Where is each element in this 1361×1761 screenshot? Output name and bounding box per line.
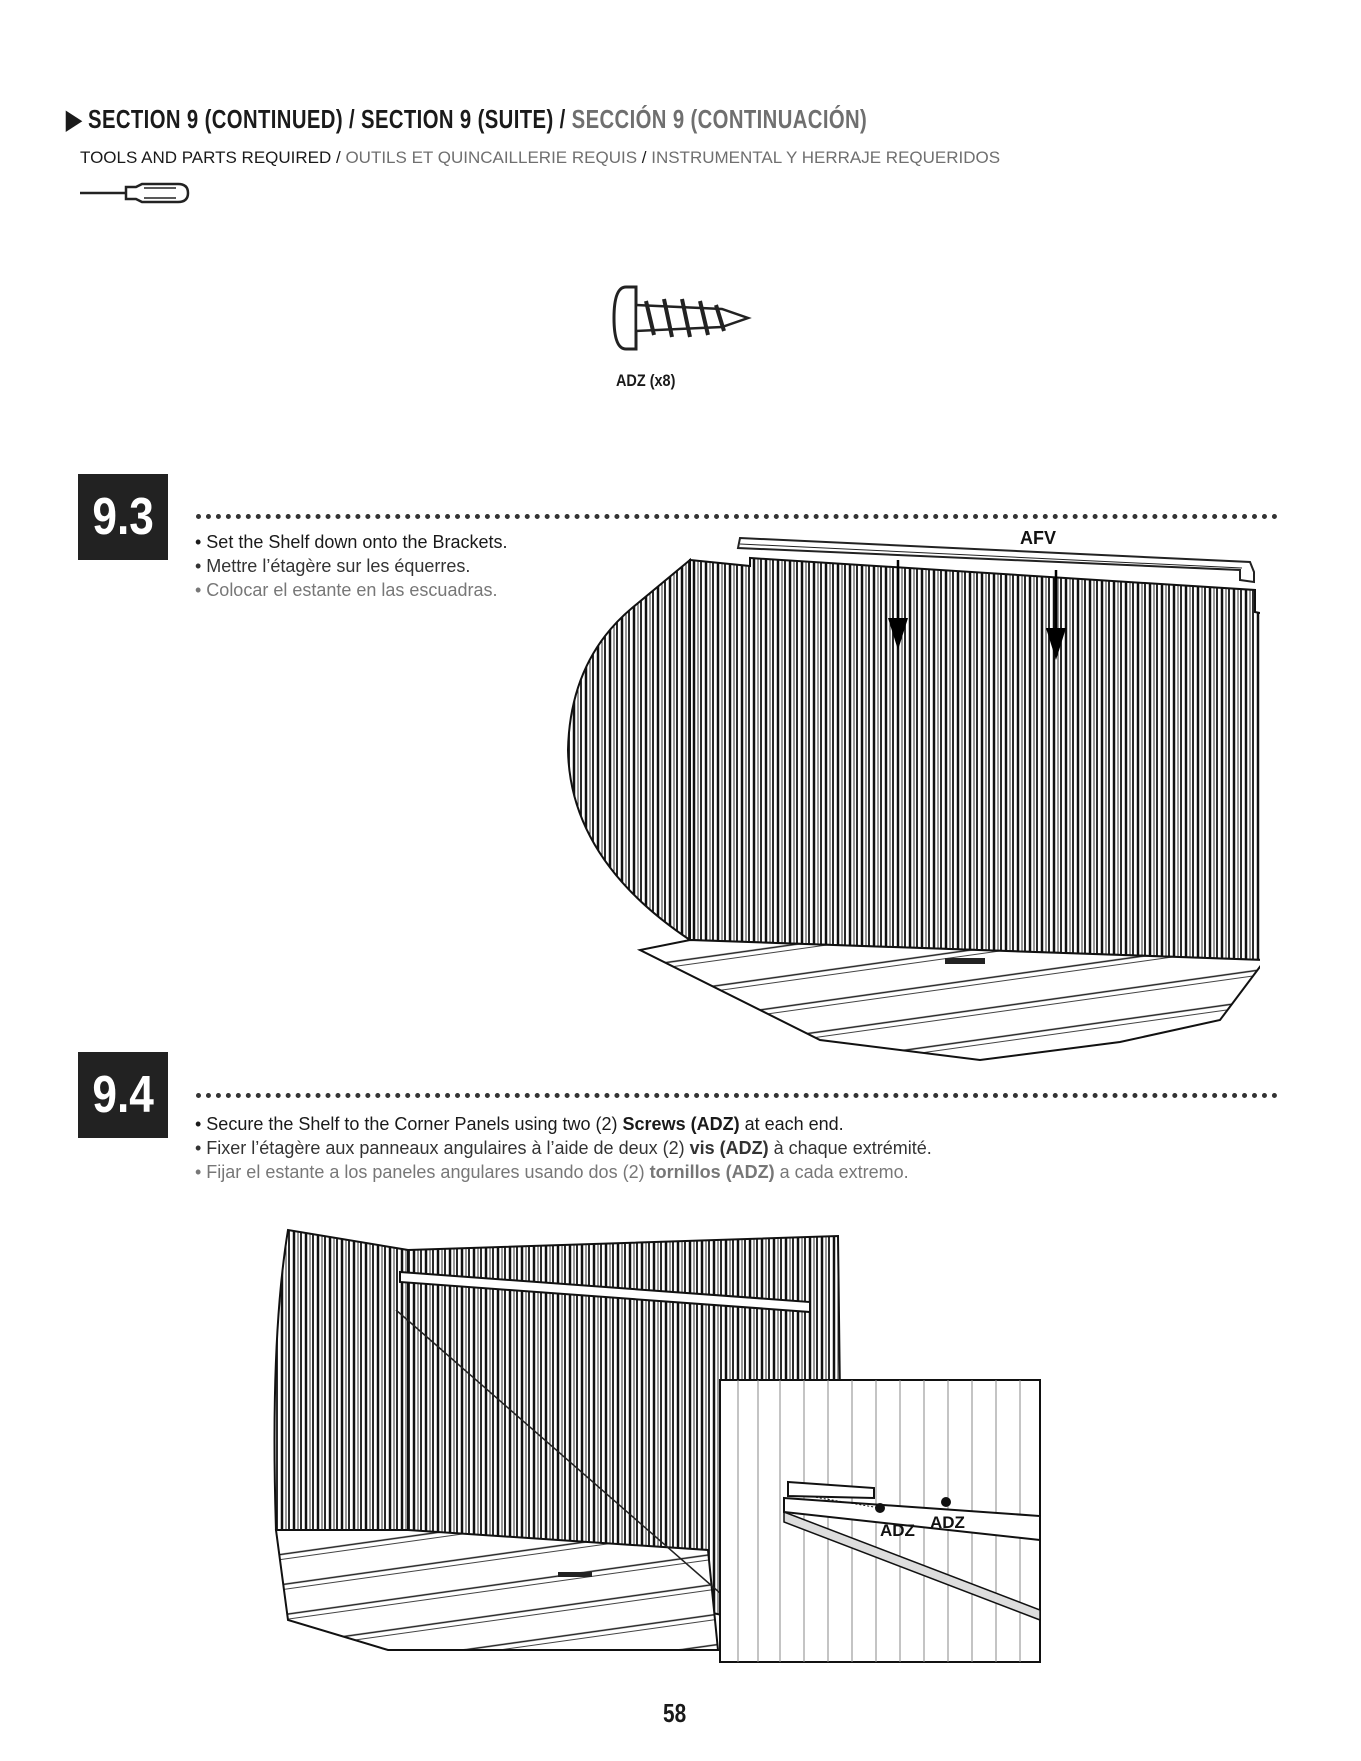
tools-label-en: TOOLS AND PARTS REQUIRED	[80, 148, 332, 167]
shed-illustration-9-4	[268, 1220, 1048, 1670]
section-title-es: SECCIÓN 9 (CONTINUACIÓN)	[571, 104, 868, 134]
tools-required	[80, 148, 1000, 168]
step-9-4-instructions	[195, 1112, 932, 1184]
section-marker: ▶	[66, 104, 82, 134]
screwdriver-icon	[78, 180, 190, 206]
instruction-fr: • Fixer l’étagère aux panneaux angulaires à l’aide de deux (2) vis (ADZ) à chaque extrémité.	[195, 1138, 932, 1158]
shed-illustration-9-3	[560, 520, 1260, 1090]
instruction-en: • Secure the Shelf to the Corner Panels using two (2) Screws (ADZ) at each end.	[195, 1114, 844, 1134]
tools-separator: /	[331, 148, 346, 167]
tools-label-fr: OUTILS ET QUINCAILLERIE REQUIS	[345, 148, 638, 167]
tools-separator: /	[637, 148, 652, 167]
screw-icon	[612, 283, 752, 353]
section-header	[66, 104, 867, 135]
screw-label: ADZ (x8)	[616, 371, 676, 390]
detail-label-adz: ADZ	[880, 1521, 915, 1540]
instruction-es: • Fijar el estante a los paneles angulares usando dos (2) tornillos (ADZ) a cada extremo.	[195, 1162, 909, 1182]
instruction-fr: • Mettre l’étagère sur les équerres.	[195, 556, 471, 576]
section-title-en: SECTION 9 (CONTINUED)	[88, 104, 343, 134]
step-9-3-instructions	[195, 530, 508, 602]
step-number-9-4: 9.4	[78, 1052, 168, 1138]
step-divider	[196, 1093, 1278, 1098]
page-number: 58	[663, 1698, 687, 1728]
title-separator: /	[342, 104, 362, 134]
instruction-en: • Set the Shelf down onto the Brackets.	[195, 532, 508, 552]
section-title-fr: SECTION 9 (SUITE)	[361, 104, 554, 134]
step-number-9-3: 9.3	[78, 474, 168, 560]
instruction-es: • Colocar el estante en las escuadras.	[195, 580, 498, 600]
detail-label-adz: ADZ	[930, 1513, 965, 1532]
tools-label-es: INSTRUMENTAL Y HERRAJE REQUERIDOS	[651, 148, 1001, 167]
part-label-afv: AFV	[1020, 528, 1056, 548]
step-divider	[196, 514, 1278, 519]
title-separator: /	[553, 104, 572, 134]
